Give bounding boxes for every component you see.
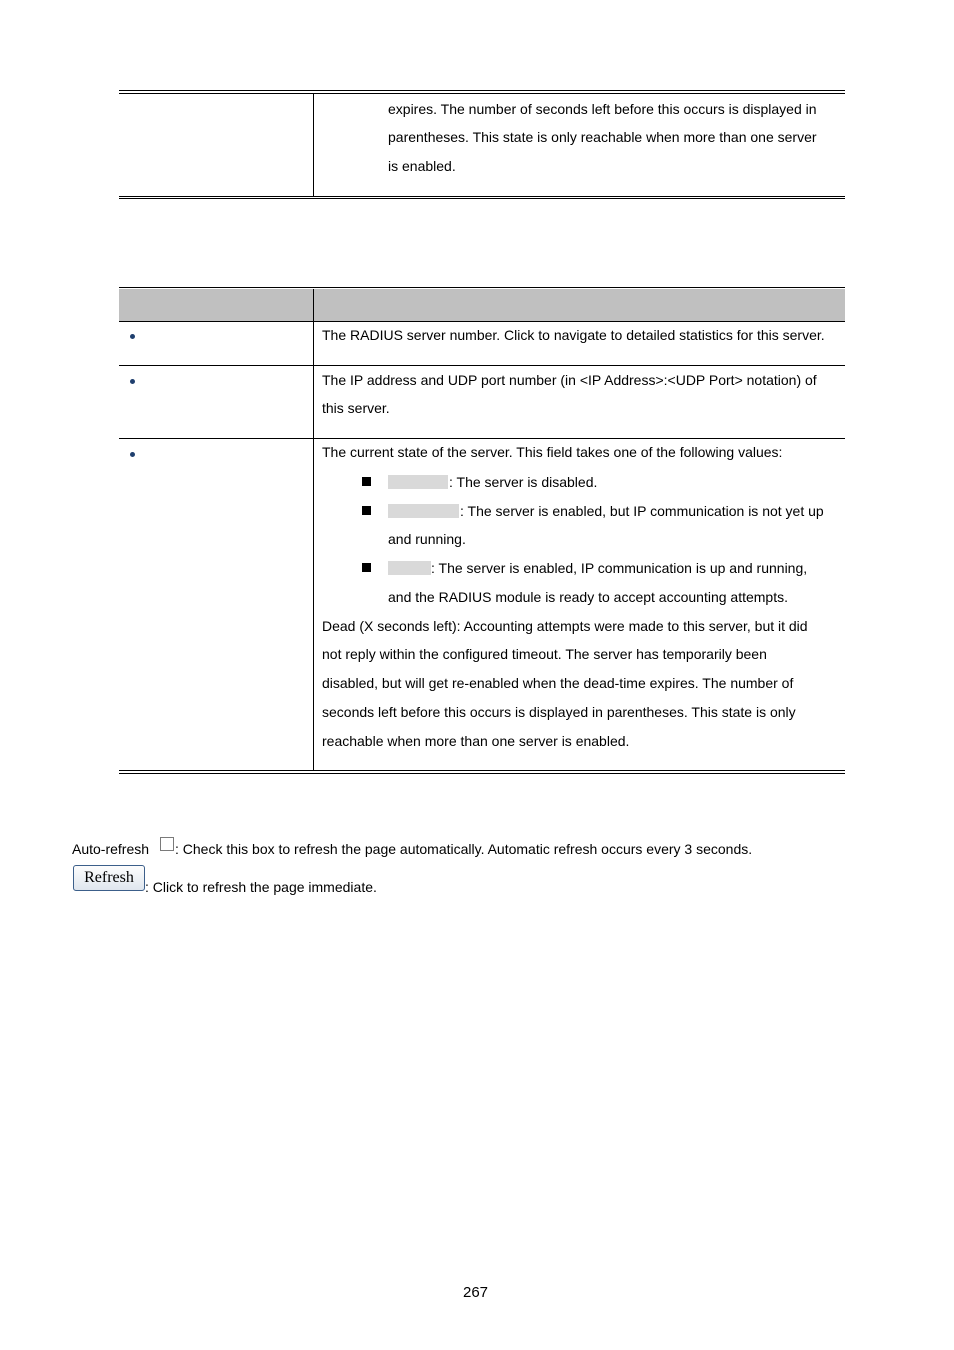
row-description: seconds left before this occurs is displayed in parentheses. This state is only (322, 704, 796, 720)
column-divider (313, 289, 314, 770)
refresh-button[interactable]: Refresh (73, 865, 145, 891)
table-border (119, 773, 845, 774)
value-description: : The server is disabled. (449, 474, 598, 490)
auto-refresh-description: : Check this box to refresh the page automatically. Automatic refresh occurs every 3 seconds. (175, 841, 753, 857)
description-line: expires. The number of seconds left before this occurs is displayed in (388, 101, 817, 117)
value-description: : The server is enabled, IP communication is up and running, (431, 560, 808, 576)
row-description: disabled, but will get re-enabled when the dead-time expires. The number of (322, 675, 794, 691)
table-border (119, 196, 845, 197)
value-description: and the RADIUS module is ready to accept accounting attempts. (388, 589, 788, 605)
auto-refresh-label: Auto-refresh (72, 841, 150, 857)
square-bullet (362, 477, 371, 486)
value-description: : The server is enabled, but IP communication is not yet up (460, 503, 824, 519)
column-divider (313, 94, 314, 197)
description-line: parentheses. This state is only reachable when more than one server (388, 129, 817, 145)
list-bullet (130, 334, 135, 339)
list-bullet (130, 379, 135, 384)
square-bullet (362, 506, 371, 515)
row-divider (119, 438, 845, 439)
row-description: The IP address and UDP port number (in <IP Address>:<UDP Port> notation) of (322, 372, 817, 388)
list-bullet (130, 452, 135, 457)
row-description: The RADIUS server number. Click to navigate to detailed statistics for this server. (322, 327, 825, 343)
value-highlight (388, 475, 448, 489)
square-bullet (362, 563, 371, 572)
row-description: The current state of the server. This field takes one of the following values: (322, 444, 783, 460)
refresh-description: : Click to refresh the page immediate. (145, 879, 377, 895)
table-border (119, 90, 845, 91)
value-description: and running. (388, 531, 466, 547)
description-line: is enabled. (388, 158, 456, 174)
table-border (119, 770, 845, 771)
row-description: not reply within the configured timeout. The server has temporarily been (322, 646, 767, 662)
auto-refresh-checkbox[interactable] (160, 837, 174, 851)
value-highlight (388, 561, 431, 575)
table-border (119, 93, 845, 94)
table-border (119, 198, 845, 199)
row-divider (119, 365, 845, 366)
row-description: Dead (X seconds left): Accounting attempts were made to this server, but it did (322, 618, 808, 634)
row-description: reachable when more than one server is enabled. (322, 733, 630, 749)
row-description: this server. (322, 400, 390, 416)
table-border (119, 321, 845, 322)
page-number: 267 (463, 1284, 489, 1301)
table-border (119, 287, 845, 288)
value-highlight (388, 504, 459, 518)
table-header (119, 289, 845, 321)
